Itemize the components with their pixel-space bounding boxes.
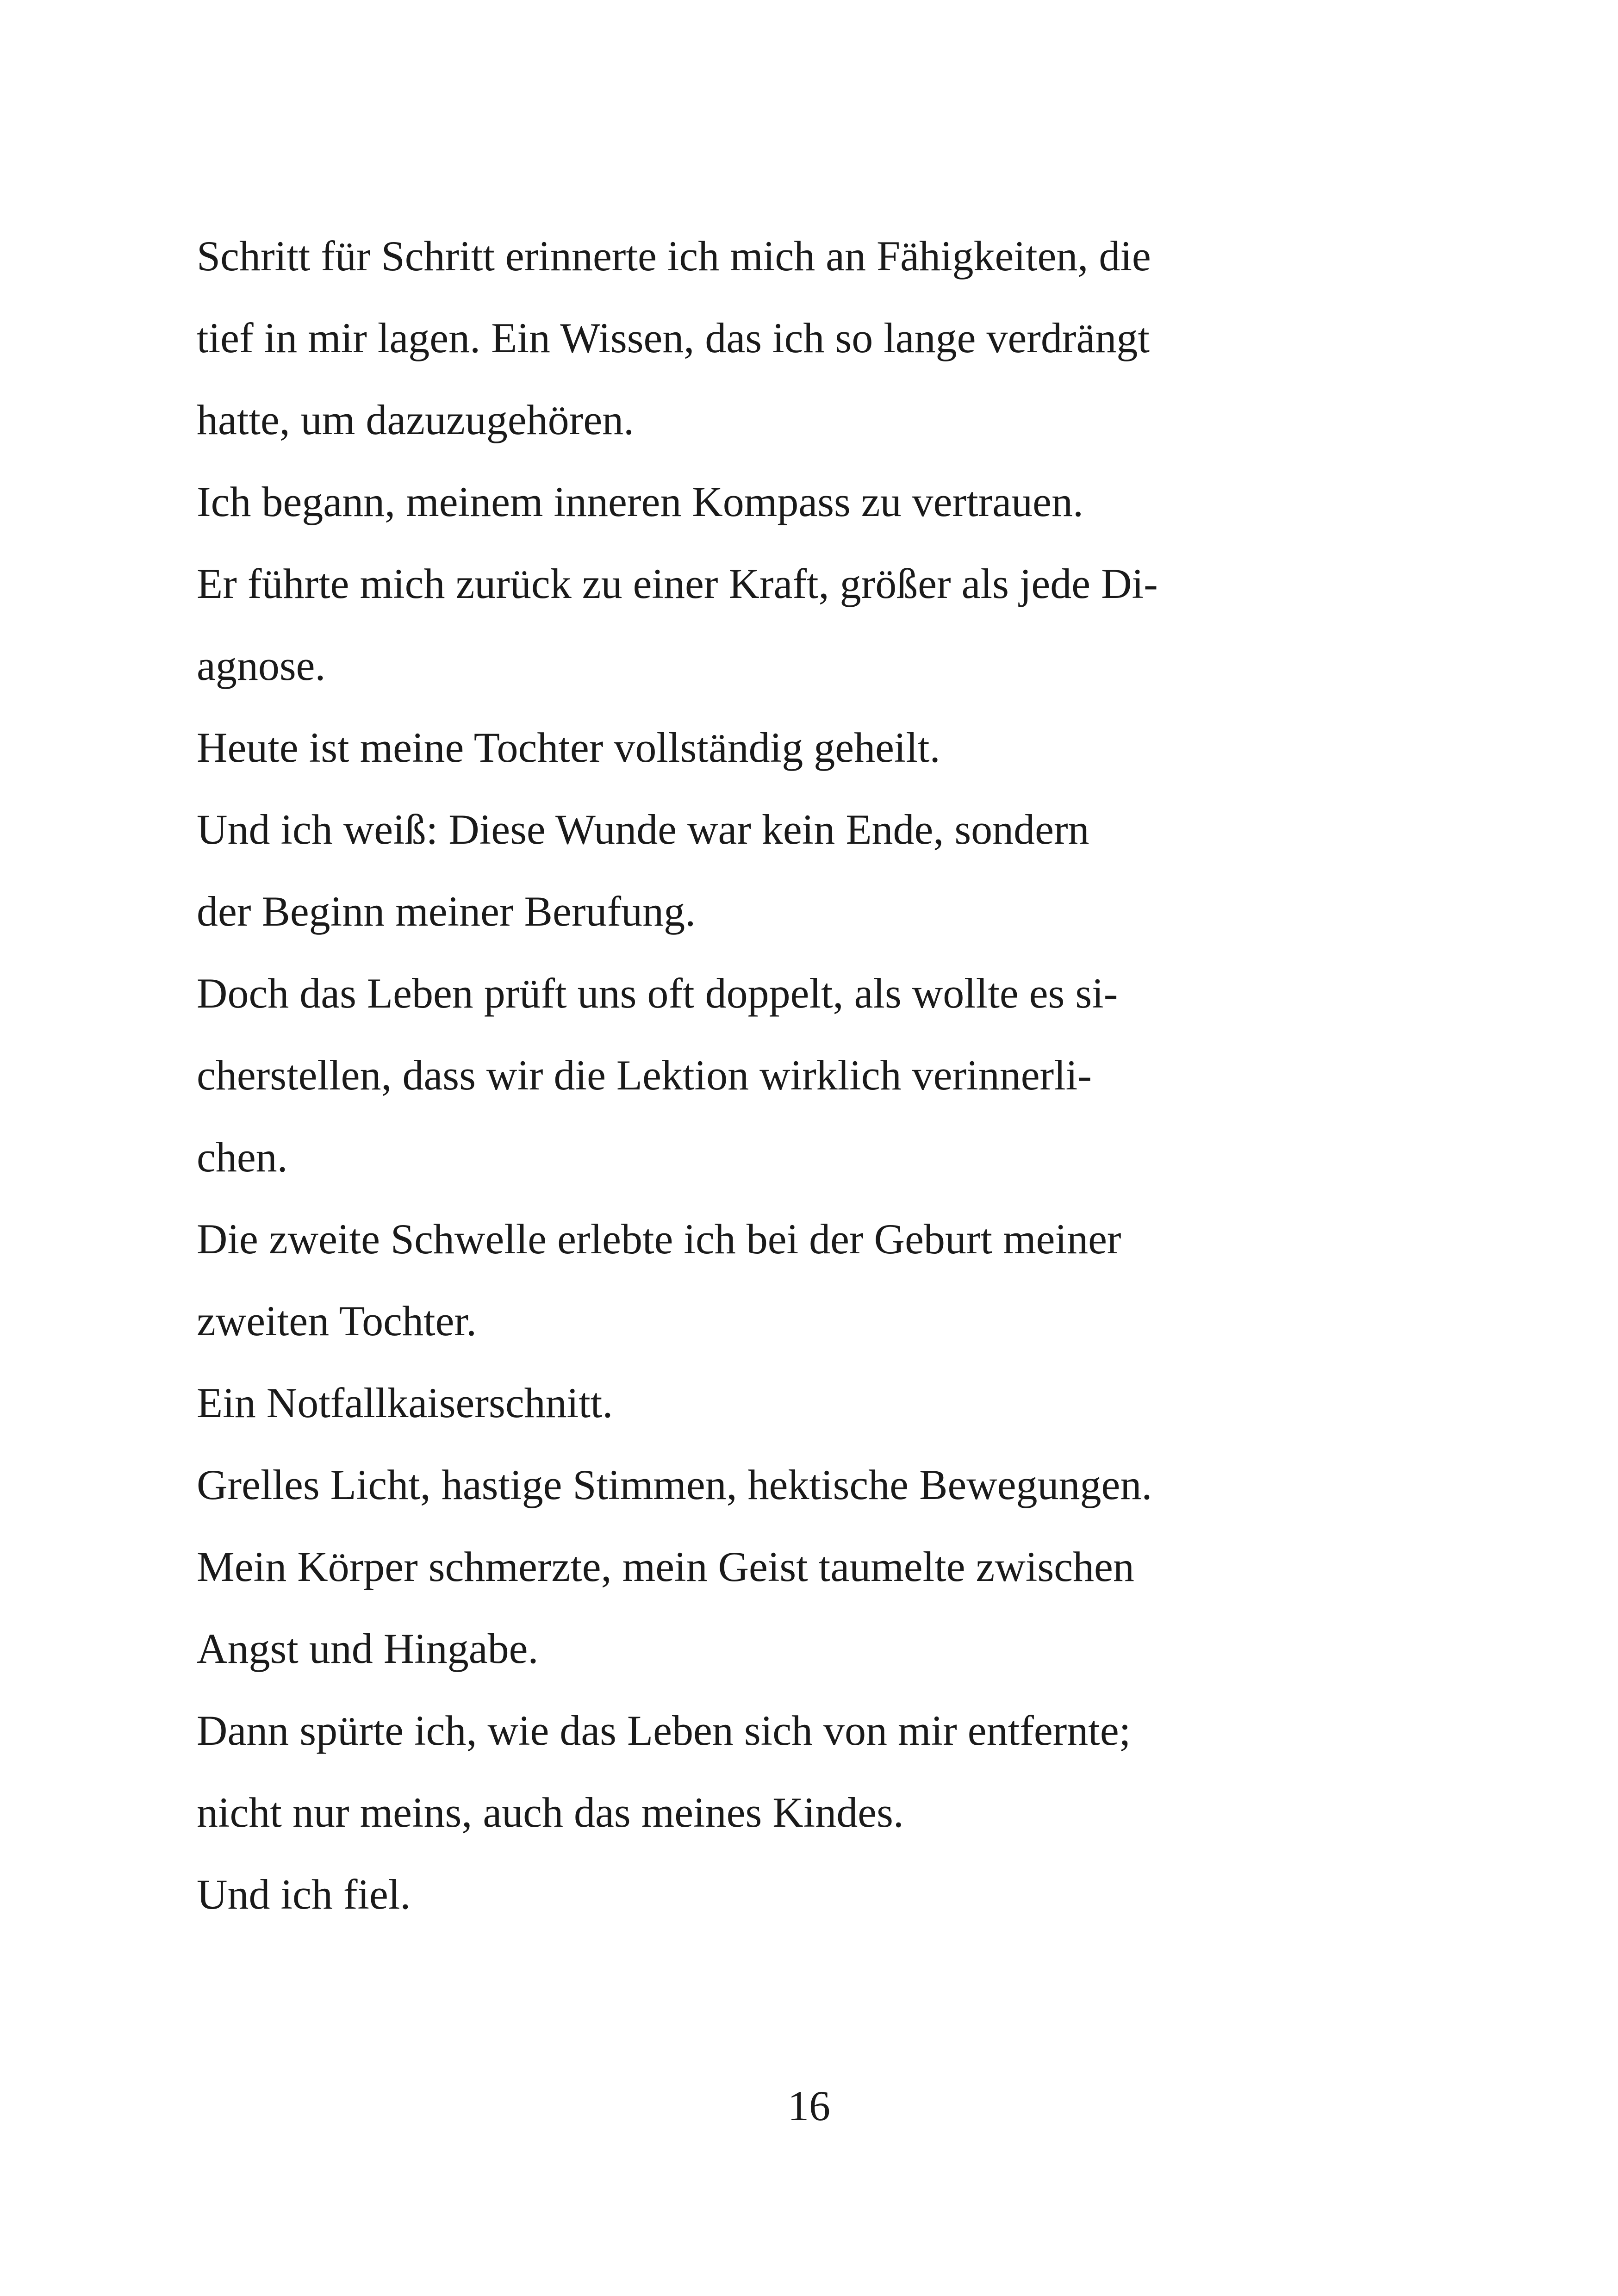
text-line: cherstellen, dass wir die Lektion wirklich verinnerli-: [197, 1052, 1092, 1099]
text-line: zweiten Tochter.: [197, 1297, 477, 1344]
text-line: Er führte mich zurück zu einer Kraft, größer als jede Di-: [197, 560, 1158, 607]
text-line: Ein Notfallkaiserschnitt.: [197, 1379, 613, 1426]
text-line: der Beginn meiner Berufung.: [197, 888, 696, 935]
text-line: agnose.: [197, 642, 326, 689]
text-line: Heute ist meine Tochter vollständig geheilt.: [197, 724, 940, 771]
text-line: nicht nur meins, auch das meines Kindes.: [197, 1789, 904, 1836]
body-text: [197, 215, 1382, 1935]
text-line: Mein Körper schmerzte, mein Geist taumelte zwischen: [197, 1543, 1134, 1590]
text-line: chen.: [197, 1133, 288, 1181]
text-line: Die zweite Schwelle erlebte ich bei der Geburt meiner: [197, 1215, 1121, 1263]
text-line: Doch das Leben prüft uns oft doppelt, als wollte es si-: [197, 970, 1118, 1017]
text-line: Ich begann, meinem inneren Kompass zu vertrauen.: [197, 478, 1083, 525]
text-line: Und ich fiel.: [197, 1871, 411, 1918]
text-line: tief in mir lagen. Ein Wissen, das ich so lange verdrängt: [197, 314, 1150, 361]
page-number: 16: [788, 2082, 830, 2129]
text-line: Grelles Licht, hastige Stimmen, hektische Bewegungen.: [197, 1461, 1152, 1508]
text-line: Angst und Hingabe.: [197, 1625, 539, 1672]
text-line: hatte, um dazuzugehören.: [197, 396, 635, 443]
text-line: Dann spürte ich, wie das Leben sich von mir entfernte;: [197, 1707, 1131, 1754]
text-line: Und ich weiß: Diese Wunde war kein Ende, sondern: [197, 806, 1089, 853]
text-line: Schritt für Schritt erinnerte ich mich an Fähigkeiten, die: [197, 232, 1151, 280]
